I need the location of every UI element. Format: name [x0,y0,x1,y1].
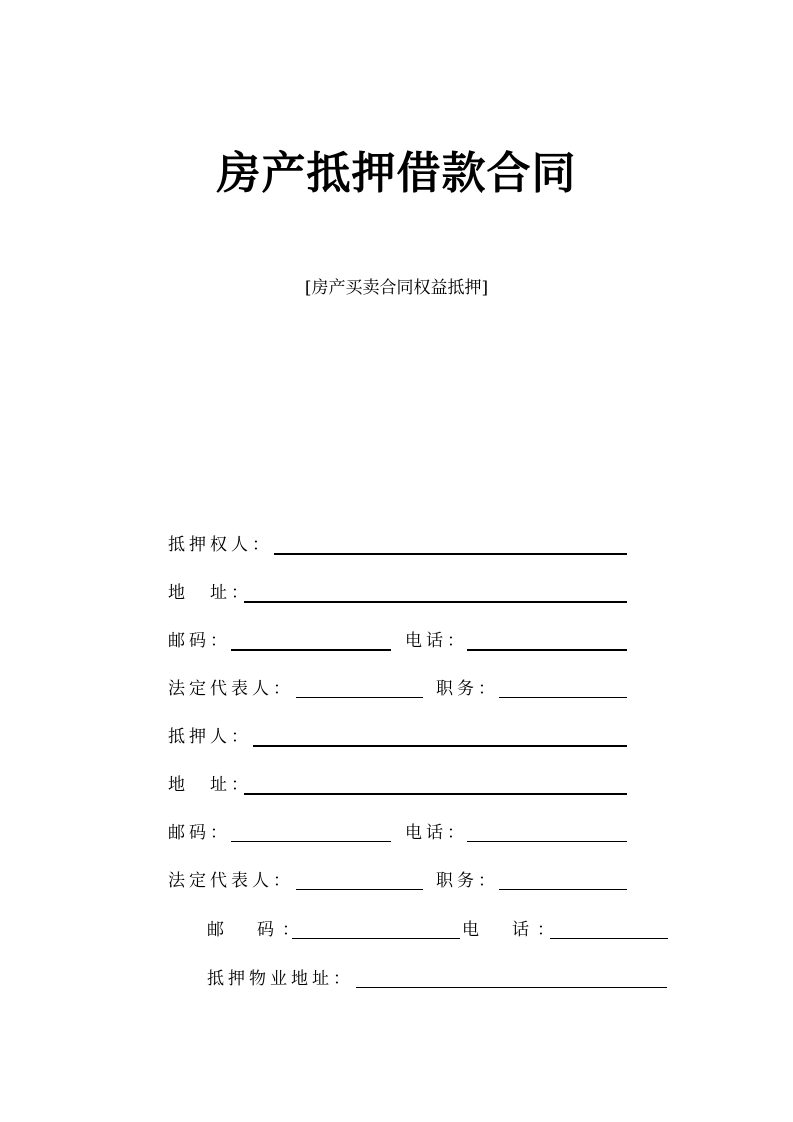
property-address-row [0,966,793,992]
property-address-field[interactable] [356,987,667,988]
mortgagee-address-row [0,580,793,606]
mortgagor-postcode-label: 邮码： [168,823,231,843]
mortgagor-name-field[interactable] [253,745,627,747]
mortgagee-name-row [0,532,793,558]
property-address-label: 抵押物业地址： [207,969,354,989]
mortgagor-position-field[interactable] [499,889,627,890]
mortgagee-phone-label: 电话： [405,631,468,651]
mortgagee-address-label: 地 址： [168,583,252,603]
extra-phone-label: 电 话： [462,920,562,940]
mortgagor-contact-row [0,820,793,846]
mortgagee-postcode-field[interactable] [231,649,391,651]
extra-postcode-field[interactable] [292,938,460,939]
mortgagee-postcode-label: 邮码： [168,631,231,651]
mortgagor-phone-label: 电话： [405,823,468,843]
mortgagee-legal-rep-label: 法定代表人： [168,679,294,699]
mortgagor-address-field[interactable] [244,793,627,795]
mortgagee-name-field[interactable] [274,553,627,555]
mortgagor-postcode-field[interactable] [231,841,391,842]
contract-subtitle: [房产买卖合同权益抵押] [304,278,489,298]
mortgagor-name-label: 抵押人： [168,727,252,747]
mortgagor-phone-field[interactable] [467,841,627,842]
mortgagee-address-field[interactable] [244,601,627,603]
mortgagee-phone-field[interactable] [467,649,627,651]
mortgagor-position-label: 职务： [436,871,499,891]
mortgagee-rep-row [0,676,793,702]
extra-contact-row [0,917,793,943]
mortgagor-legal-rep-field[interactable] [296,889,423,890]
mortgagor-legal-rep-label: 法定代表人： [168,871,294,891]
mortgagor-address-row [0,772,793,798]
extra-phone-field[interactable] [550,938,668,939]
extra-postcode-label: 邮 码： [207,920,307,940]
mortgagee-legal-rep-field[interactable] [296,697,423,698]
mortgagee-contact-row [0,628,793,654]
mortgagor-address-label: 地 址： [168,775,252,795]
mortgagee-position-field[interactable] [499,697,627,698]
mortgagee-name-label: 抵押权人： [168,535,273,555]
mortgagee-position-label: 职务： [436,679,499,699]
contract-title: 房产抵押借款合同 [216,148,577,199]
mortgagor-rep-row [0,868,793,894]
mortgagor-name-row [0,724,793,750]
